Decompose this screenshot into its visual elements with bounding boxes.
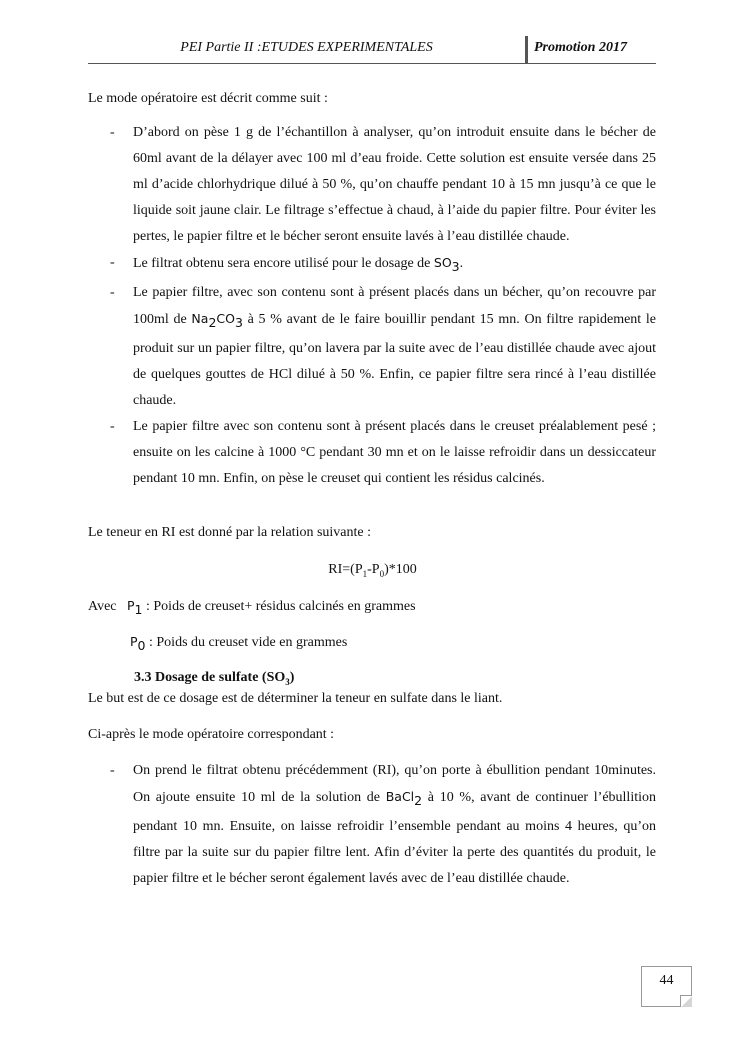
- section-heading-text: ): [289, 670, 295, 685]
- formula-part: RI=(P: [328, 562, 363, 577]
- sulfate-procedure-list: [88, 758, 656, 892]
- procedure-list: [88, 120, 656, 492]
- p0-symbol: P: [130, 634, 138, 649]
- chem-subscript: 2: [414, 792, 423, 808]
- intro-paragraph: Le mode opératoire est décrit comme suit :: [88, 91, 328, 106]
- bullet-dash: -: [110, 255, 115, 270]
- list-item-text: Le papier filtre, avec son contenu sont à présent placés dans un bécher, qu’on recouvre par 100ml de: [133, 284, 656, 327]
- list-item-text: .: [459, 256, 464, 271]
- list-item: [88, 250, 656, 280]
- chem-subscript: 2: [208, 314, 217, 330]
- page-header: [88, 34, 656, 64]
- list-item-text: à 10 %, avant de continuer l’ébullition pendant 10 mn. Ensuite, on laisse refroidir l’ensemble pendant au moins 4 heures, qu’on filtre par la suite sur du papier filtre lent. Afin d’éviter la perte des quantités du produit, le papier filtre et le bécher seront également lavés avec de l’eau distillée chaude.: [133, 790, 656, 886]
- p0-subscript: 0: [137, 637, 146, 653]
- header-divider: [525, 36, 528, 64]
- ci-apres-paragraph: Ci-après le mode opératoire correspondant :: [88, 727, 335, 742]
- bullet-dash: -: [110, 284, 115, 300]
- bullet-dash: -: [110, 125, 115, 140]
- avec-p1-line: [88, 593, 656, 623]
- formula-subscript: 1: [362, 568, 368, 579]
- formula-part: )*100: [384, 562, 417, 577]
- list-item-text: à 5 % avant de le faire bouillir pendant 15 mn. On filtre rapidement le produit sur un papier filtre, qu’on lavera par la suite avec de l’eau distillée chaude avec ajout de quelques gouttes de HCl dilué à 50 %. Enfin, ce papier filtre sera rincé à l’eau distillée chaude.: [133, 311, 656, 408]
- p1-symbol: P: [127, 598, 135, 613]
- section-heading-text: 3.3 Dosage de sulfate (SO: [134, 670, 286, 685]
- bullet-dash: -: [110, 418, 115, 434]
- chem-formula: SO: [433, 255, 452, 270]
- list-item-text: On prend le filtrat obtenu précédemment (RI), qu’on porte à ébullition pendant 10minutes. On ajoute ensuite 10 ml de la solution de: [133, 763, 656, 805]
- list-item: [88, 280, 656, 414]
- ri-formula: [0, 557, 745, 587]
- chem-subscript: 3: [234, 314, 243, 330]
- chem-formula: CO: [216, 310, 235, 326]
- page-number: 44: [659, 973, 674, 988]
- list-item: [88, 120, 656, 250]
- page-number-box: [641, 966, 692, 1007]
- header-promotion: Promotion 2017: [534, 40, 627, 55]
- list-item: [88, 758, 656, 892]
- chem-subscript: 3: [451, 258, 460, 274]
- chem-formula: BaCl: [385, 789, 415, 804]
- p0-definition: : Poids du creuset vide en grammes: [145, 635, 348, 650]
- formula-subscript: 0: [379, 568, 385, 579]
- bullet-dash: -: [110, 763, 115, 778]
- avec-p0-line: [130, 629, 656, 659]
- header-rule: [88, 63, 656, 64]
- header-title: PEI Partie II :ETUDES EXPERIMENTALES: [180, 40, 433, 55]
- p1-definition: : Poids de creuset+ résidus calcinés en grammes: [142, 599, 416, 614]
- chem-formula: Na: [191, 310, 209, 326]
- list-item-text: Le filtrat obtenu sera encore utilisé pour le dosage de: [133, 256, 434, 271]
- formula-part: -P: [367, 562, 380, 577]
- but-paragraph: Le but est de ce dosage est de déterminer la teneur en sulfate dans le liant.: [88, 691, 503, 706]
- list-item: [88, 414, 656, 492]
- section-heading-subscript: 3: [285, 676, 290, 687]
- list-item-text: D’abord on pèse 1 g de l’échantillon à analyser, qu’on introduit ensuite dans le bécher de 60ml avant de la délayer avec 100 ml d’eau froide. Cette solution est ensuite versée dans 25 ml d’acide chlorhydrique dilué à 50 %, qu’on chauffe pendant 10 à 15 mn jusqu’à ce que le liquide soit jaune clair. Le filtrage s’effectue à chaud, à l’aide du papier filtre. Pour éviter les pertes, le papier filtre et le bécher seront ensuite lavés à l’eau distillée chaude.: [133, 125, 656, 244]
- list-item-text: Le papier filtre avec son contenu sont à présent placés dans le creuset préalablement pesé ; ensuite on les calcine à 1000 °C pendant 30 mn et on le laisse refroidir dans un dessiccateur pendant 10 mn. Enfin, on pèse le creuset qui contient les résidus calcinés.: [133, 418, 656, 486]
- page-fold-icon: [680, 995, 692, 1007]
- teneur-paragraph: Le teneur en RI est donné par la relation suivante :: [88, 525, 372, 540]
- avec-label: Avec: [88, 599, 117, 614]
- p1-subscript: 1: [134, 601, 143, 617]
